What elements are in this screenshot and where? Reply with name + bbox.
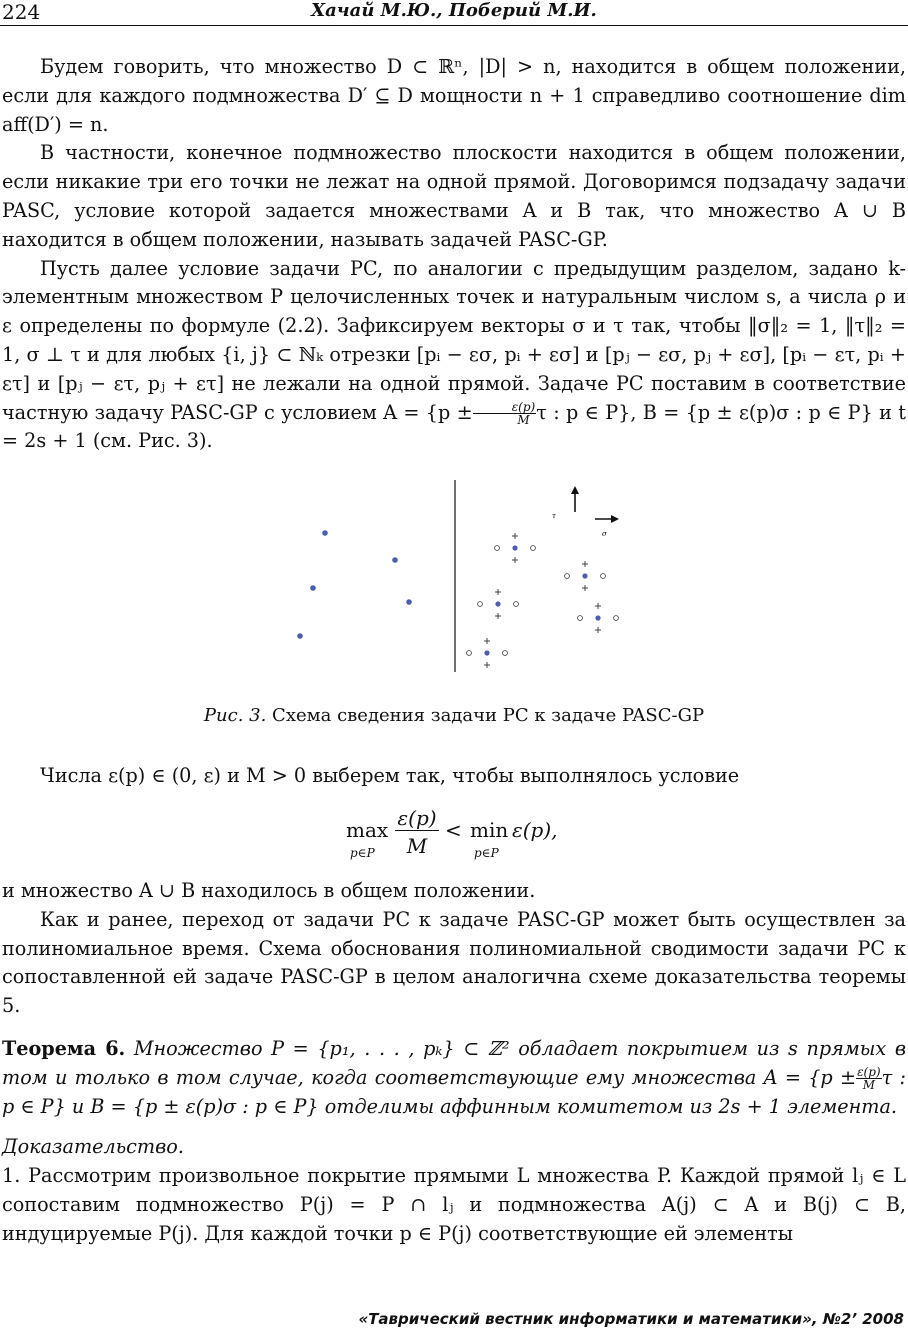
header-rule [0,25,908,26]
text-block-2 [2,762,906,791]
reduction-text-start: Пусть далее условие задачи PC, по аналогии с предыдущим разделом, задано k-элементным множеством P целочисленных точек и натуральным числом s, а числа ρ и ε определены по формуле (2.2). Зафиксируем векторы σ и τ так, чтобы ‖σ‖₂ = 1, ‖τ‖₂ = 1, σ ⊥ τ и для любых {i, j} ⊂ ℕₖ отрезки [pᵢ − εσ, pᵢ + εσ] и [pⱼ − εσ, pⱼ + εσ], [pᵢ − ετ, pᵢ + ετ] и [pⱼ − ετ, pⱼ + ετ] не лежали на одной прямой. Задаче PC поставим в соответствие частную задачу PASC-GP с условием A = {p ± [2,256,906,424]
point-sets-a-b [467,533,619,668]
fraction-denominator: M [517,413,530,428]
formula-max: max [346,818,389,842]
paragraph-general-position-def: Будем говорить, что множество D ⊂ ℝⁿ, |D| > n, находится в общем положении, если для каждого подмножества D′ ⊆ D мощности n + 1 справедливо соотношение dim aff(D′) = n. [2,55,906,136]
point-b-right [531,546,536,551]
point-p [392,557,398,563]
point-b-right [503,651,508,656]
formula-min: min [470,818,509,842]
point-p-copy [595,615,600,620]
fraction-denominator: M [862,1078,875,1093]
theorem-fraction [856,1066,881,1091]
point-b-left [565,574,570,579]
paragraph-polynomial-reduction: Как и ранее, переход от задачи PC к задаче PASC-GP может быть осуществлен за полиномиальное время. Схема обоснования полиномиальной сводимости задачи PC к сопоставленной ей задаче PASC-GP в целом аналогична схеме доказательства теоремы 5. [2,907,906,1018]
fraction-eps-over-m [473,401,536,426]
point-b-right [601,574,606,579]
caption-label: Рис. 3. [203,705,267,726]
fraction-numerator: ε(p) [473,401,536,414]
formula-max-sub: p∈P [350,846,375,860]
point-b-left [478,602,483,607]
formula-tail: ε(p), [512,818,558,842]
formula-less-than: < [445,818,462,842]
paragraph-reduction-setup [2,255,906,457]
point-p [322,530,328,536]
running-title: Хачай М.Ю., Поберий М.И. [311,0,597,21]
point-p-copy [512,545,517,550]
journal-footer: «Таврический вестник информатики и математики», №2’ 2008 [358,1310,904,1328]
sigma-label: σ [602,530,607,538]
fraction-numerator: ε(p) [857,1065,881,1080]
point-p-copy [484,650,489,655]
formula-denominator: M [406,834,428,858]
proof-step-1: 1. Рассмотрим произвольное покрытие прямыми L множества P. Каждой прямой lⱼ ∈ L сопоставим подмножество P(j) = P ∩ lⱼ и подмножества A(j) ⊂ A и B(j) ⊂ B, индуцируемые P(j). Для каждой точки p ∈ P(j) соответствующие ей элементы [2,1164,906,1245]
point-p [406,599,412,605]
proof-label: Доказательство. [2,1135,184,1159]
page-number: 224 [2,0,41,24]
point-b-left [495,546,500,551]
point-b-left [578,616,583,621]
point-b-right [614,616,619,621]
reduction-text-end: τ : p ∈ P}, B = {p ± ε(p)σ : p ∈ P} и t = 2s + 1 (см. Рис. 3). [2,400,907,453]
text-block-3 [2,877,906,1249]
theorem-text-end: τ : p ∈ P} и B = {p ± ε(p)σ : p ∈ P} отделимы аффинным комитетом из 2s + 1 элемента. [2,1065,906,1118]
text-block-1 [2,53,906,456]
formula-numerator: ε(p) [395,806,439,831]
paragraph-pasc-gp-def: В частности, конечное подмножество плоскости находится в общем положении, если никакие три его точки не лежат на одной прямой. Договоримся подзадачу задачи PASC, условие которой задается множествами A и B так, что множество A ∪ B находится в общем положении, называть задачей PASC-GP. [2,141,906,251]
paragraph-general-position-cond: и множество A ∪ B находилось в общем положении. [2,879,536,902]
figure-caption [0,705,908,726]
tau-label: τ [552,512,556,520]
point-p [310,585,316,591]
point-p-copy [582,573,587,578]
theorem-title: Теорема 6. [2,1036,126,1060]
theorem-6 [2,1035,906,1121]
sigma-arrowhead [611,515,619,523]
page-header [0,0,908,24]
display-formula [0,806,908,866]
theorem-text-start: Множество P = {p₁, . . . , pₖ} ⊂ ℤ² обладает покрытием из s прямых в том и только в том случае, когда соответствующие ему множества A = {p ± [2,1036,906,1089]
point-p-copy [495,601,500,606]
point-p [297,633,303,639]
caption-text: Схема сведения задачи PC к задаче PASC-GP [272,705,705,726]
tau-arrowhead [571,486,579,494]
point-set-p [297,530,412,639]
formula-min-sub: p∈P [474,846,499,860]
figure-3-diagram [290,478,630,674]
point-b-left [467,651,472,656]
paragraph-condition-intro: Числа ε(p) ∈ (0, ε) и M > 0 выберем так, чтобы выполнялось условие [40,764,740,787]
point-b-right [514,602,519,607]
